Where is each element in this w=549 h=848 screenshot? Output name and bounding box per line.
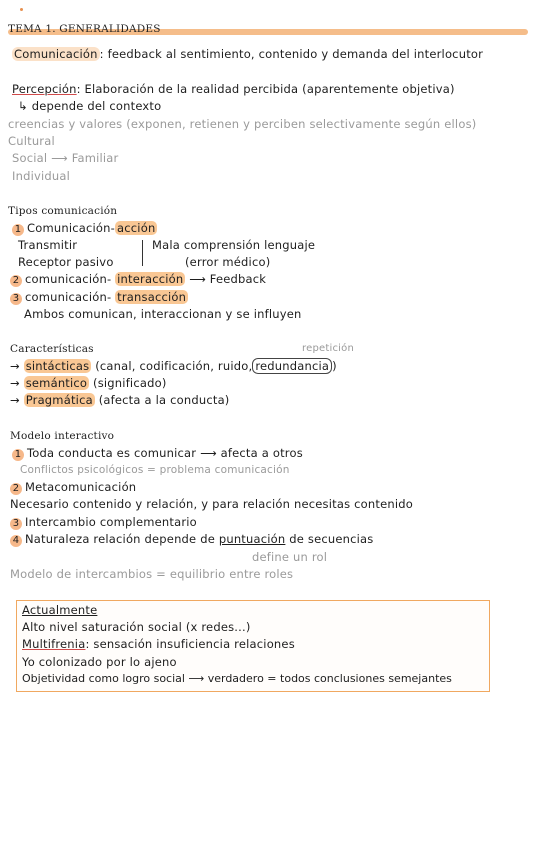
comunicacion-definition: : feedback al sentimiento, contenido y demanda del interlocutor [99, 47, 484, 61]
define-rol-note: define un rol [252, 550, 328, 564]
bracket-divider [142, 240, 148, 266]
page-title: TEMA 1. GENERALIDADES [8, 23, 161, 35]
number-badge: 3 [10, 293, 22, 305]
percepcion-term: Percepción [12, 82, 77, 96]
modelo-4 [10, 532, 374, 547]
percepcion-subnote: ↳ depende del contexto [18, 99, 162, 113]
caracteristica-2-detail: (significado) [93, 376, 167, 390]
semantico-term: semántico [25, 376, 88, 390]
puntuacion-term: puntuación [218, 532, 286, 546]
arrow: → [10, 393, 20, 407]
tipo-3-label: comunicación- [25, 290, 112, 304]
modelo-2-text: Metacomunicación [25, 480, 137, 494]
pragmatica-term: Pragmática [25, 393, 93, 407]
tipo-2-label: comunicación- [25, 272, 112, 286]
actualmente-title: Actualmente [22, 603, 98, 617]
ambos-line: Ambos comunican, interaccionan y se influyen [24, 307, 302, 321]
cultural-line: Cultural [8, 134, 55, 148]
tipos-header: Tipos comunicación [8, 205, 118, 217]
modelo-2 [10, 480, 136, 495]
creencias-line: creencias y valores (exponen, retienen y perciben selectivamente según ellos) [8, 117, 477, 131]
modelo-4-end: de secuencias [289, 532, 374, 546]
repeticion-note: repetición [302, 343, 354, 354]
tipo-2 [10, 272, 266, 287]
tipo-2-highlight: interacción [117, 272, 184, 286]
tipo-3-highlight: transacción [117, 290, 187, 304]
close-paren: ) [332, 359, 337, 373]
box-line-2 [22, 637, 295, 651]
modelo-3-text: Intercambio complementario [25, 515, 197, 529]
individual-line: Individual [12, 169, 71, 183]
tipo-2-feedback: ⟶ Feedback [189, 272, 267, 286]
box-line-1: Alto nivel saturación social (x redes...) [22, 620, 251, 634]
modelo-1-text: Toda conducta es comunicar ⟶ afecta a otros [27, 446, 303, 460]
tipo-1 [12, 221, 157, 236]
caracteristicas-header: Características [10, 343, 94, 355]
caracteristica-3-detail: (afecta a la conducta) [98, 393, 230, 407]
transmitir-line: Transmitir [18, 238, 78, 252]
redundancia-term: redundancia [252, 358, 332, 374]
receptor-line: Receptor pasivo [18, 255, 114, 269]
modelo-4-text: Naturaleza relación depende de [25, 532, 215, 546]
number-badge: 2 [10, 483, 22, 495]
mala-comprension-line: Mala comprensión lenguaje [152, 238, 316, 252]
number-badge: 3 [10, 518, 22, 530]
modelo-intercambios-line: Modelo de intercambios = equilibrio entre roles [10, 567, 294, 581]
social-line: Social ⟶ Familiar [12, 151, 119, 165]
modelo-1 [12, 446, 303, 461]
comunicacion-line [12, 47, 483, 61]
multifrenia-definition: : sensación insuficiencia relaciones [85, 637, 295, 651]
arrow: → [10, 376, 20, 390]
box-line-3: Yo colonizado por lo ajeno [22, 655, 177, 669]
number-badge: 1 [12, 224, 24, 236]
modelo-3 [10, 515, 197, 530]
sintacticas-term: sintácticas [25, 359, 90, 373]
caracteristica-3 [10, 393, 230, 407]
number-badge: 1 [12, 449, 24, 461]
modelo-2-subnote: Necesario contenido y relación, y para relación necesitas contenido [10, 497, 413, 511]
tipo-3 [10, 290, 188, 305]
multifrenia-term: Multifrenia [22, 637, 86, 651]
box-line-4: Objetividad como logro social ⟶ verdadero = todos conclusiones semejantes [22, 672, 452, 685]
tipo-1-label: Comunicación- [27, 221, 116, 235]
percepcion-line [12, 82, 455, 96]
caracteristica-1-detail: (canal, codificación, ruido, [95, 359, 253, 373]
modelo-1-subnote: Conflictos psicológicos = problema comunicación [20, 464, 290, 476]
modelo-header: Modelo interactivo [10, 430, 115, 442]
caracteristica-1 [10, 359, 337, 373]
decorative-dot [20, 8, 23, 11]
percepcion-definition: : Elaboración de la realidad percibida (aparentemente objetiva) [76, 82, 455, 96]
number-badge: 4 [10, 535, 22, 547]
number-badge: 2 [10, 275, 22, 287]
caracteristica-2 [10, 376, 167, 390]
arrow: → [10, 359, 20, 373]
error-medico-line: (error médico) [185, 255, 271, 269]
tipo-1-highlight: acción [117, 221, 156, 235]
comunicacion-term: Comunicación [14, 47, 98, 61]
